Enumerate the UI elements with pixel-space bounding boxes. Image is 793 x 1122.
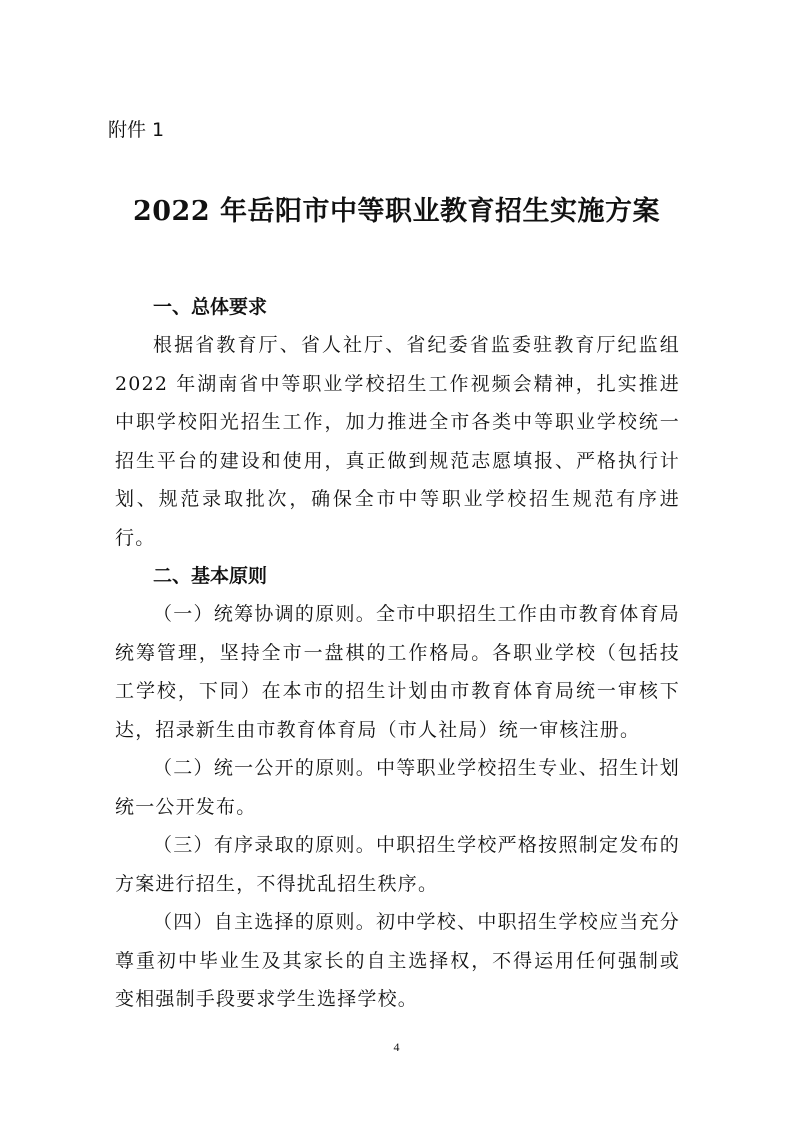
page-number: 4 — [393, 1040, 400, 1054]
document-body — [115, 288, 680, 1019]
section-general-requirements — [115, 288, 680, 557]
paragraph: 根据省教育厅、省人社厅、省纪委省监委驻教育厅纪监组 2022 年湖南省中等职业学校招生工作视频会精神，扎实推进中职学校阳光招生工作，加力推进全市各类中等职业学校统一招生平台的建设和使用，真正做到规范志愿填报、严格执行计划、规范录取批次，确保全市中等职业学校招生规范有序进行。 — [115, 334, 680, 549]
paragraph: （二）统一公开的原则。中等职业学校招生专业、招生计划统一公开发布。 — [115, 757, 680, 818]
attachment-label: 附件 1 — [108, 119, 165, 141]
section-basic-principles — [115, 557, 680, 1019]
paragraph: （三）有序录取的原则。中职招生学校严格按照制定发布的方案进行招生，不得扰乱招生秩序。 — [115, 834, 680, 895]
paragraph: （四）自主选择的原则。初中学校、中职招生学校应当充分尊重初中毕业生及其家长的自主选择权，不得运用任何强制或变相强制手段要求学生选择学校。 — [115, 911, 680, 1010]
section-heading: 二、基本原则 — [153, 565, 268, 587]
paragraph: （一）统筹协调的原则。全市中职招生工作由市教育体育局统筹管理，坚持全市一盘棋的工作格局。各职业学校（包括技工学校，下同）在本市的招生计划由市教育体育局统一审核下达，招录新生由市教育体育局（市人社局）统一审核注册。 — [115, 603, 680, 741]
section-heading: 一、总体要求 — [153, 296, 268, 318]
document-title: 2022 年岳阳市中等职业教育招生实施方案 — [132, 196, 661, 227]
